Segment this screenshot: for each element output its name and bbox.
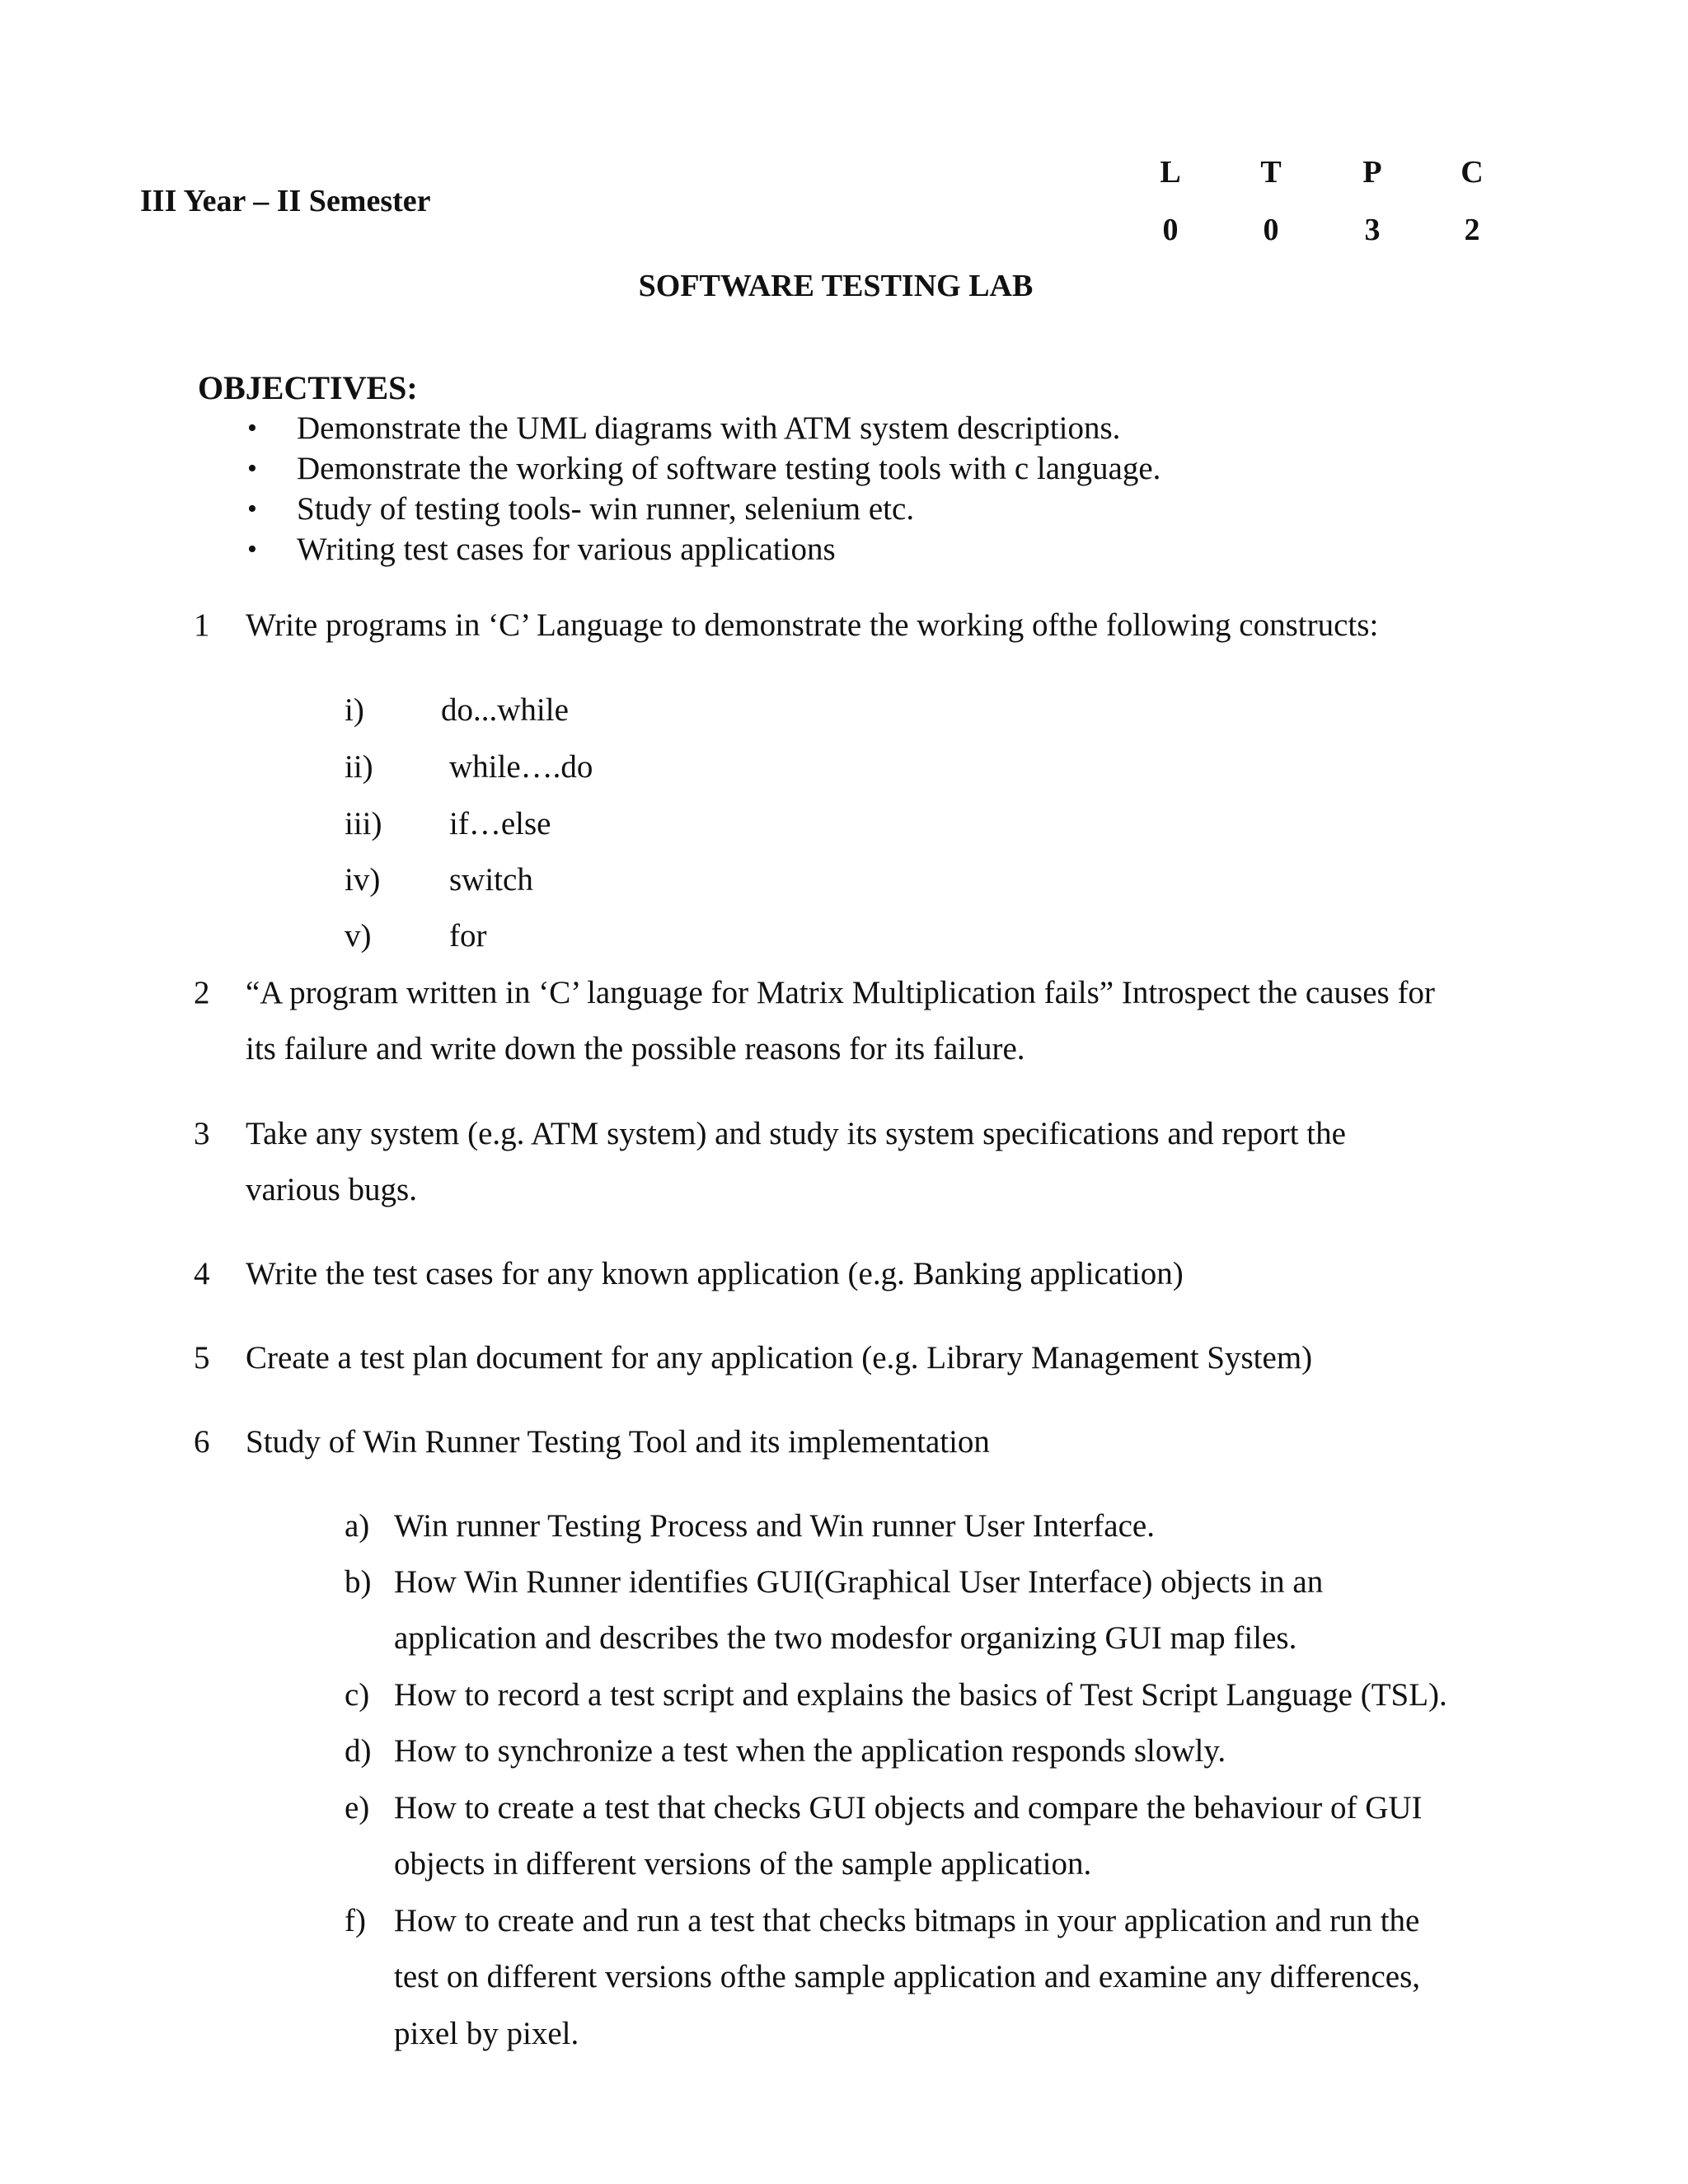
experiment-text: Write the test cases for any known application (e.g. Banking application): [246, 1256, 1184, 1291]
sub-item-label: ii): [345, 749, 373, 785]
sub-item-label: v): [345, 918, 372, 954]
objective-item: [247, 448, 1160, 489]
sub-item-label: a): [345, 1508, 370, 1544]
experiment-number: 6: [194, 1424, 210, 1460]
sub-item-text: for: [449, 918, 487, 954]
sub-item-text: How Win Runner identifies GUI(Graphical User Interface) objects in an: [394, 1564, 1324, 1600]
objective-item: [247, 529, 1160, 569]
ltpc-value-t: 0: [1263, 213, 1279, 247]
objective-text: Demonstrate the UML diagrams with ATM system descriptions.: [297, 410, 1121, 446]
ltpc-value-c: 2: [1464, 213, 1480, 247]
page-title: SOFTWARE TESTING LAB: [638, 269, 1034, 303]
sub-item-text: application and describes the two modesfor organizing GUI map files.: [394, 1620, 1297, 1656]
bullet-icon: •: [247, 413, 257, 443]
experiment-text: various bugs.: [246, 1172, 417, 1207]
experiment-number: 3: [194, 1116, 210, 1151]
sub-item-text: switch: [449, 862, 533, 898]
sub-item-text: Win runner Testing Process and Win runner User Interface.: [394, 1508, 1155, 1544]
sub-item-text: pixel by pixel.: [394, 2016, 579, 2051]
experiment-text: its failure and write down the possible reasons for its failure.: [246, 1031, 1025, 1066]
sub-item-label: c): [345, 1677, 370, 1713]
experiment-text: Write programs in ‘C’ Language to demonstrate the working ofthe following constructs:: [246, 607, 1379, 643]
objectives-list: [247, 408, 1160, 569]
ltpc-header-p: P: [1362, 155, 1382, 190]
ltpc-header-c: C: [1461, 155, 1484, 190]
sub-item-label: b): [345, 1564, 372, 1600]
sub-item-text: do...while: [441, 692, 569, 728]
sub-item-text: How to create a test that checks GUI objects and compare the behaviour of GUI: [394, 1790, 1423, 1825]
sub-item-label: iii): [345, 806, 382, 841]
objective-item: [247, 489, 1160, 529]
sub-item-label: iv): [345, 862, 381, 898]
bullet-icon: •: [247, 534, 257, 565]
sub-item-text: test on different versions ofthe sample application and examine any differences,: [394, 1959, 1421, 1994]
sub-item-text: How to record a test script and explains the basics of Test Script Language (TSL).: [394, 1677, 1447, 1713]
ltpc-header-l: L: [1160, 155, 1181, 190]
sub-item-text: while….do: [449, 749, 593, 785]
bullet-icon: •: [247, 453, 257, 484]
semester-label: III Year – II Semester: [140, 184, 431, 218]
experiment-text: Take any system (e.g. ATM system) and study its system specifications and report the: [246, 1116, 1346, 1151]
sub-item-text: objects in different versions of the sample application.: [394, 1846, 1092, 1882]
sub-item-label: e): [345, 1790, 370, 1825]
experiment-text: Study of Win Runner Testing Tool and its implementation: [246, 1424, 990, 1460]
ltpc-header-t: T: [1260, 155, 1282, 190]
objective-item: [247, 408, 1160, 448]
experiment-number: 5: [194, 1340, 210, 1376]
experiment-text: “A program written in ‘C’ language for Matrix Multiplication fails” Introspect the causes for: [246, 975, 1435, 1010]
experiment-number: 4: [194, 1256, 210, 1291]
sub-item-text: if…else: [449, 806, 551, 841]
sub-item-label: i): [345, 692, 364, 728]
ltpc-value-l: 0: [1162, 213, 1179, 247]
ltpc-value-p: 3: [1364, 213, 1381, 247]
sub-item-text: How to create and run a test that checks bitmaps in your application and run the: [394, 1903, 1420, 1938]
experiment-text: Create a test plan document for any application (e.g. Library Management System): [246, 1340, 1313, 1376]
objective-text: Study of testing tools- win runner, selenium etc.: [297, 491, 915, 527]
bullet-icon: •: [247, 494, 257, 524]
sub-item-label: d): [345, 1733, 372, 1769]
experiment-number: 1: [194, 607, 210, 643]
sub-item-text: How to synchronize a test when the application responds slowly.: [394, 1733, 1226, 1769]
experiment-number: 2: [194, 975, 210, 1010]
objective-text: Writing test cases for various applications: [297, 532, 836, 567]
sub-item-label: f): [345, 1903, 366, 1938]
objectives-heading: OBJECTIVES:: [198, 369, 418, 406]
objective-text: Demonstrate the working of software testing tools with c language.: [297, 451, 1161, 486]
